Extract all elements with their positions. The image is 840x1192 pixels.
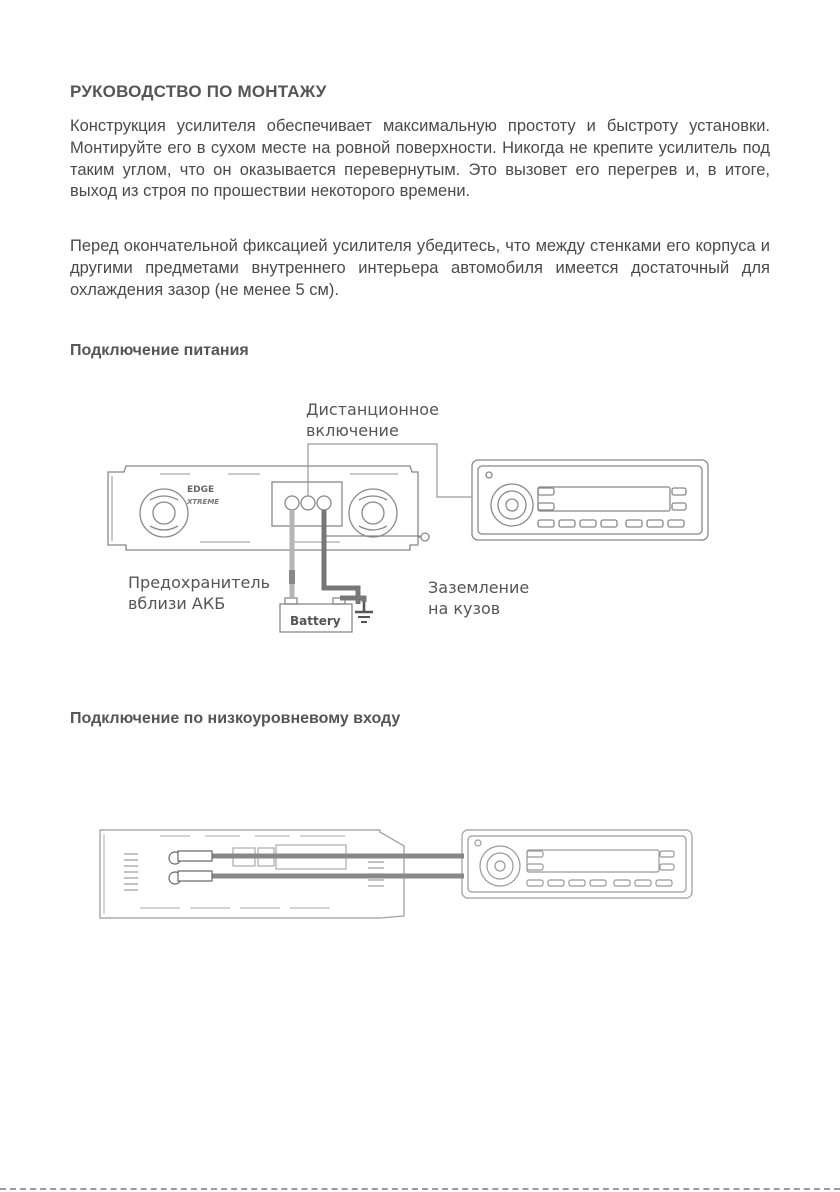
amp-logo-brand: EDGE [187, 485, 215, 495]
amp-logo-model: XTREME [187, 498, 220, 506]
remote-on-label-line1: Дистанционное [306, 400, 439, 419]
battery-label: Battery [290, 614, 341, 628]
page-bottom-rule [0, 1188, 840, 1190]
page-title: РУКОВОДСТВО ПО МОНТАЖУ [70, 82, 327, 101]
paragraph-clearance: Перед окончательной фиксацией усилителя убедитесь, что между стенками его корпуса и другими предметами внутреннего интерьера автомобиля имеется достаточный для охлаждения зазор (не менее 5 см). [70, 237, 770, 299]
rca-cables [178, 851, 464, 881]
section-heading-low-level-input: Подключение по низкоуровневому входу [70, 710, 401, 727]
remote-on-label-line2: включение [306, 421, 399, 440]
fuse-label-line1: Предохранитель [128, 573, 270, 592]
fuse-label-line2: вблизи АКБ [128, 594, 226, 613]
paragraph-mounting: Конструкция усилителя обеспечивает максимальную простоту и быстроту установки. Монтируйте его в сухом месте на ровной поверхности. Никогда не крепите усилитель под таким углом, что он оказывается перевернутым. Это вызовет его перегрев и, в итоге, выход из строя по прошествии некоторого времени. [70, 117, 770, 201]
ground-label-line1: Заземление [428, 578, 530, 597]
section-heading-power: Подключение питания [70, 342, 249, 359]
ground-label-line2: на кузов [428, 599, 501, 618]
head-unit-radio-2 [462, 830, 692, 898]
